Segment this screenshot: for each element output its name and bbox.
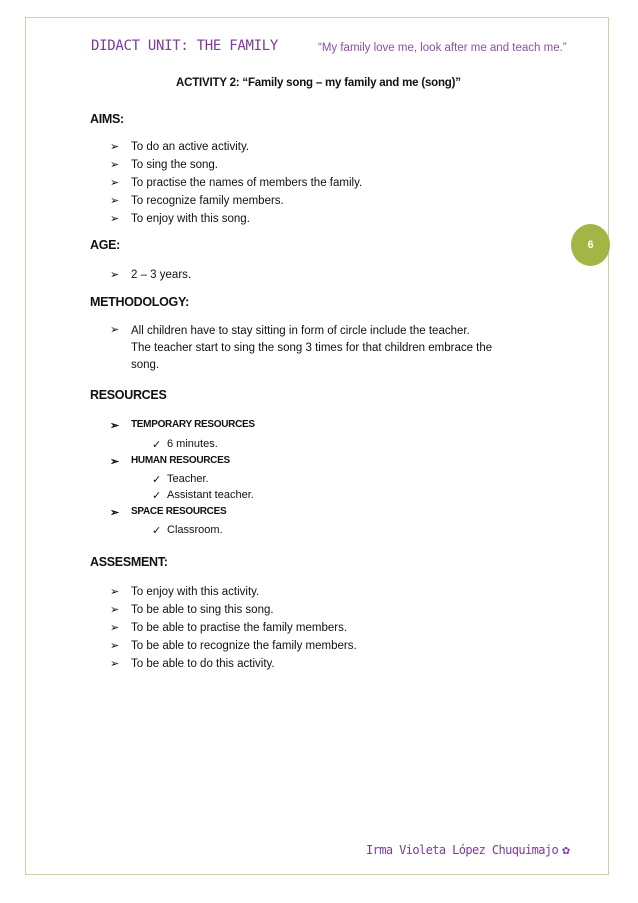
arrow-bullet-icon: ➢ xyxy=(110,586,120,598)
resource-group-temporary: ➢ TEMPORARY RESOURCES xyxy=(110,419,255,432)
arrow-bullet-icon: ➢ xyxy=(110,622,120,634)
list-item: ➢ To practise the names of members the family. xyxy=(110,174,362,192)
arrow-bullet-icon: ➢ xyxy=(110,323,120,336)
arrow-bullet-icon: ➢ xyxy=(110,604,120,616)
list-item: ➢ To do an active activity. xyxy=(110,138,362,156)
list-item: ➢ To sing the song. xyxy=(110,156,362,174)
arrow-bullet-icon: ➢ xyxy=(110,213,120,225)
checkmark-icon: ✓ xyxy=(152,490,162,502)
flower-icon: ✿ xyxy=(562,843,570,858)
list-item: ➢ To enjoy with this song. xyxy=(110,210,362,228)
footer-author: Irma Violeta López Chuquimajo ✿ xyxy=(366,843,570,858)
list-item: ➢ 2 – 3 years. xyxy=(110,266,191,284)
resource-group-space: ➢ SPACE RESOURCES xyxy=(110,506,227,519)
resource-item: ✓ 6 minutes. xyxy=(152,438,218,451)
methodology-text: All children have to stay sitting in form of circle include the teacher. The teacher start to sing the song 3 times for that children embrace the song. xyxy=(131,325,493,371)
arrow-bullet-icon: ➢ xyxy=(110,159,120,171)
arrow-bullet-icon: ➢ xyxy=(110,456,119,468)
resource-item: ✓ Assistant teacher. xyxy=(152,489,254,502)
aims-list xyxy=(110,138,362,228)
resource-item: ✓ Classroom. xyxy=(152,524,223,537)
arrow-bullet-icon: ➢ xyxy=(110,195,120,207)
list-item: ➢ To be able to sing this song. xyxy=(110,601,357,619)
list-item: ➢ To be able to practise the family members. xyxy=(110,619,357,637)
arrow-bullet-icon: ➢ xyxy=(110,658,120,670)
arrow-bullet-icon: ➢ xyxy=(110,640,120,652)
list-item: ➢ To enjoy with this activity. xyxy=(110,583,357,601)
age-heading: AGE: xyxy=(90,238,121,252)
assesment-list xyxy=(110,583,357,673)
arrow-bullet-icon: ➢ xyxy=(110,420,119,432)
checkmark-icon: ✓ xyxy=(152,525,162,537)
arrow-bullet-icon: ➢ xyxy=(110,507,119,519)
list-item: ➢ To recognize family members. xyxy=(110,192,362,210)
resources-heading: RESOURCES xyxy=(90,388,167,402)
arrow-bullet-icon: ➢ xyxy=(110,141,120,153)
aims-heading: AIMS: xyxy=(90,112,124,126)
arrow-bullet-icon: ➢ xyxy=(110,269,120,281)
header-motto: “My family love me, look after me and teach me.” xyxy=(318,42,567,54)
list-item: ➢ To be able to recognize the family members. xyxy=(110,637,357,655)
checkmark-icon: ✓ xyxy=(152,474,162,486)
resource-item: ✓ Teacher. xyxy=(152,473,209,486)
activity-title: ACTIVITY 2: “Family song – my family and me (song)” xyxy=(176,77,461,89)
page-number-badge: 6 xyxy=(571,224,610,266)
resource-group-human: ➢ HUMAN RESOURCES xyxy=(110,455,230,468)
checkmark-icon: ✓ xyxy=(152,439,162,451)
age-list xyxy=(110,266,191,284)
arrow-bullet-icon: ➢ xyxy=(110,177,120,189)
methodology-heading: METHODOLOGY: xyxy=(90,295,189,309)
header-unit-title: DIDACT UNIT: THE FAMILY xyxy=(91,38,278,54)
assesment-heading: ASSESMENT: xyxy=(90,555,168,569)
list-item: ➢ To be able to do this activity. xyxy=(110,655,357,673)
